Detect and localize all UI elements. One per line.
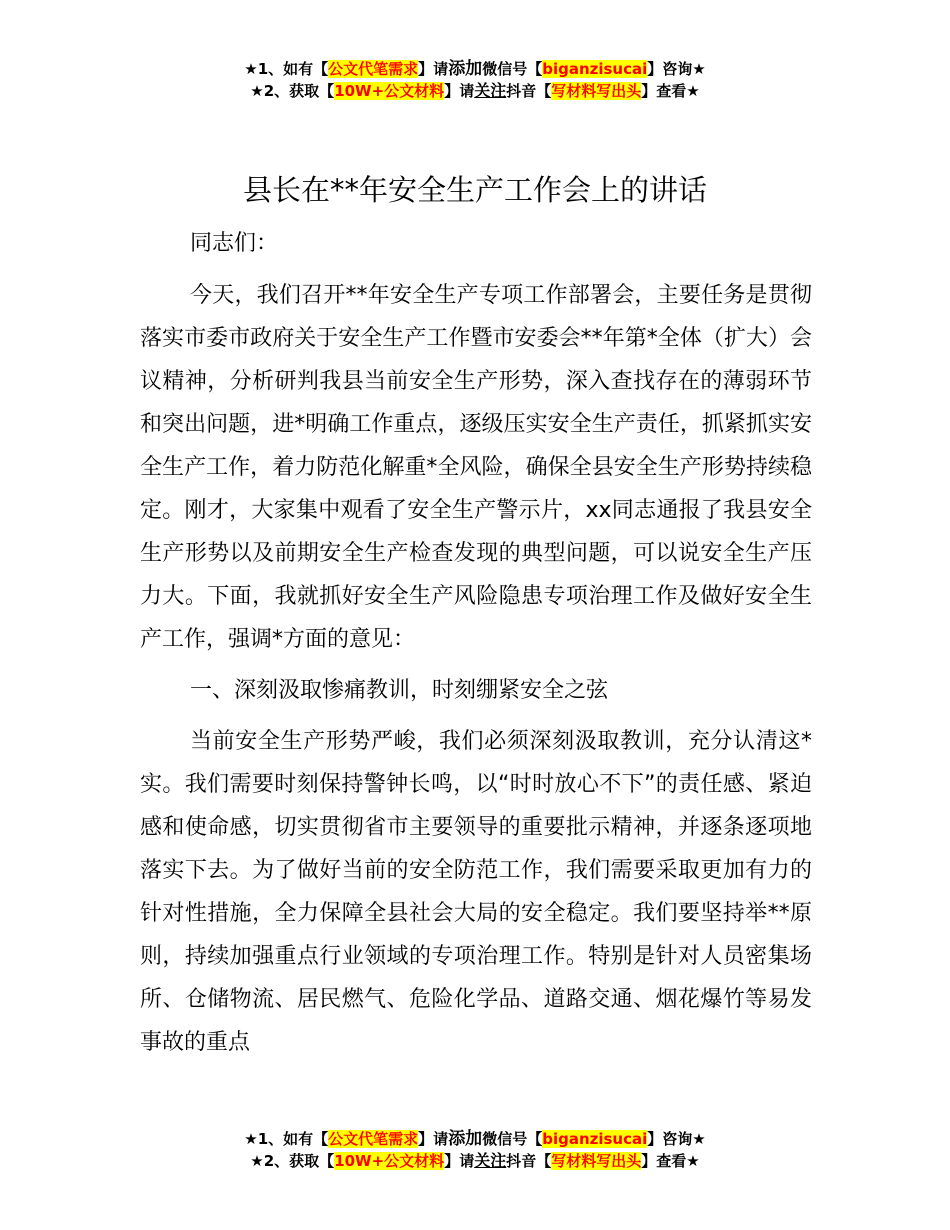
promo-2-highlight-douyin: 写材料写出头 [551, 82, 642, 100]
promo-1-highlight-service: 公文代笔需求 [328, 60, 419, 78]
promo-1-prefix: ★1、如有【 [244, 1130, 329, 1148]
promo-2-mid: 】请 [444, 82, 475, 100]
promo-1-suffix: 】咨询★ [647, 60, 706, 78]
promo-2-highlight-douyin: 写材料写出头 [551, 1152, 642, 1170]
promo-2-suffix: 】查看★ [641, 82, 700, 100]
promo-2-mid2: 抖音【 [506, 1152, 552, 1170]
promo-line-2 [0, 80, 950, 102]
promo-1-highlight-wechat: biganzisucai [542, 60, 648, 78]
promo-2-suffix: 】查看★ [641, 1152, 700, 1170]
promo-1-mid: 】请 [418, 1130, 449, 1148]
promo-1-mid2: 微信号【 [482, 1130, 543, 1148]
promo-2-emphasis: 关注 [474, 81, 507, 100]
promo-1-prefix: ★1、如有【 [244, 60, 329, 78]
document-body [140, 222, 812, 1073]
header-promo-banner [0, 58, 950, 102]
body-paragraph: 今天，我们召开**年安全生产专项工作部署会，主要任务是贯彻落实市委市政府关于安全生产工作暨市安委会**年第*全体（扩大）会议精神，分析研判我县当前安全生产形势，深入查找存在的薄弱环节和突出问题，进*明确工作重点，逐级压实安全生产责任，抓紧抓实安全生产工作，着力防范化解重*全风险，确保全县安全生产形势持续稳定。刚才，大家集中观看了安全生产警示片，xx同志通报了我县安全生产形势以及前期安全生产检查发现的典型问题，可以说安全生产压力大。下面，我就抓好安全生产风险隐患专项治理工作及做好安全生产工作，强调*方面的意见： [140, 282, 812, 652]
section-heading: 一、深刻汲取惨痛教训，时刻绷紧安全之弦 [190, 678, 609, 703]
promo-1-highlight-service: 公文代笔需求 [328, 1130, 419, 1148]
promo-2-highlight-materials: 10W+公文材料 [334, 1152, 445, 1170]
promo-line-1 [0, 1128, 950, 1150]
promo-2-prefix: ★2、获取【 [250, 1152, 335, 1170]
promo-2-mid2: 抖音【 [506, 82, 552, 100]
footer-promo-banner [0, 1128, 950, 1172]
document-title: 县长在**年安全生产工作会上的讲话 [242, 173, 707, 207]
promo-2-prefix: ★2、获取【 [250, 82, 335, 100]
promo-line-2 [0, 1150, 950, 1172]
body-paragraph: 当前安全生产形势严峻，我们必须深刻汲取教训，充分认清这*实。我们需要时刻保持警钟长鸣，以“时时放心不下”的责任感、紧迫感和使命感，切实贯彻省市主要领导的重要批示精神，并逐条逐项地落实下去。为了做好当前的安全防范工作，我们需要采取更加有力的针对性措施，全力保障全县社会大局的安全稳定。我们要坚持举**原则，持续加强重点行业领域的专项治理工作。特别是针对人员密集场所、仓储物流、居民燃气、危险化学品、道路交通、烟花爆竹等易发事故的重点 [140, 729, 812, 1055]
promo-2-emphasis: 关注 [474, 1151, 507, 1170]
promo-1-emphasis: 添加 [448, 59, 483, 79]
promo-line-1 [0, 58, 950, 80]
promo-1-emphasis: 添加 [448, 1129, 483, 1149]
promo-2-highlight-materials: 10W+公文材料 [334, 82, 445, 100]
salutation: 同志们： [190, 231, 279, 256]
promo-2-mid: 】请 [444, 1152, 475, 1170]
promo-1-mid: 】请 [418, 60, 449, 78]
promo-1-mid2: 微信号【 [482, 60, 543, 78]
promo-1-highlight-wechat: biganzisucai [542, 1130, 648, 1148]
promo-1-suffix: 】咨询★ [647, 1130, 706, 1148]
